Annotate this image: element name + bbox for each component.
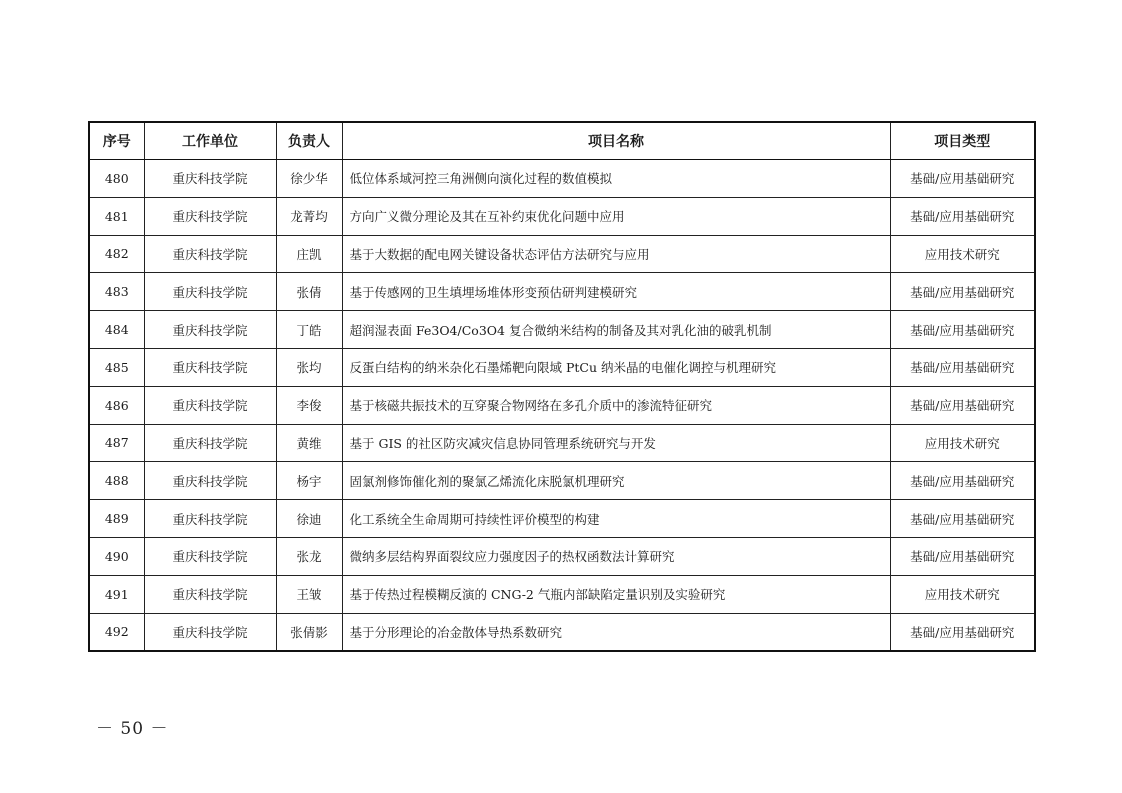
header-row xyxy=(89,122,1035,160)
table-row xyxy=(89,424,1035,462)
cell-leader: 龙菁均 xyxy=(276,197,342,235)
cell-project-type: 基础/应用基础研究 xyxy=(890,160,1035,198)
cell-project-type: 基础/应用基础研究 xyxy=(890,462,1035,500)
cell-unit: 重庆科技学院 xyxy=(144,424,276,462)
cell-project-name: 化工系统全生命周期可持续性评价模型的构建 xyxy=(342,500,890,538)
cell-project-name: 微纳多层结构界面裂纹应力强度因子的热权函数法计算研究 xyxy=(342,537,890,575)
table-row xyxy=(89,235,1035,273)
header-index: 序号 xyxy=(89,122,144,160)
cell-leader: 丁皓 xyxy=(276,311,342,349)
cell-project-type: 基础/应用基础研究 xyxy=(890,348,1035,386)
table-header xyxy=(89,122,1035,160)
cell-project-type: 应用技术研究 xyxy=(890,575,1035,613)
cell-index: 491 xyxy=(89,575,144,613)
cell-project-type: 应用技术研究 xyxy=(890,424,1035,462)
table-row xyxy=(89,575,1035,613)
table-row xyxy=(89,311,1035,349)
cell-leader: 李俊 xyxy=(276,386,342,424)
cell-leader: 张龙 xyxy=(276,537,342,575)
cell-leader: 庄凯 xyxy=(276,235,342,273)
cell-leader: 黄维 xyxy=(276,424,342,462)
table-row xyxy=(89,273,1035,311)
cell-index: 486 xyxy=(89,386,144,424)
project-table xyxy=(88,121,1036,652)
cell-unit: 重庆科技学院 xyxy=(144,235,276,273)
cell-project-name: 基于传热过程模糊反演的 CNG-2 气瓶内部缺陷定量识别及实验研究 xyxy=(342,575,890,613)
cell-index: 481 xyxy=(89,197,144,235)
cell-index: 487 xyxy=(89,424,144,462)
header-project-name: 项目名称 xyxy=(342,122,890,160)
cell-index: 490 xyxy=(89,537,144,575)
cell-project-name: 基于大数据的配电网关键设备状态评估方法研究与应用 xyxy=(342,235,890,273)
cell-project-name: 固氯剂修饰催化剂的聚氯乙烯流化床脱氯机理研究 xyxy=(342,462,890,500)
cell-unit: 重庆科技学院 xyxy=(144,311,276,349)
cell-index: 483 xyxy=(89,273,144,311)
cell-project-type: 应用技术研究 xyxy=(890,235,1035,273)
table-row xyxy=(89,500,1035,538)
cell-unit: 重庆科技学院 xyxy=(144,160,276,198)
cell-project-name: 基于分形理论的冶金散体导热系数研究 xyxy=(342,613,890,651)
header-unit: 工作单位 xyxy=(144,122,276,160)
table-row xyxy=(89,348,1035,386)
cell-unit: 重庆科技学院 xyxy=(144,613,276,651)
cell-project-type: 基础/应用基础研究 xyxy=(890,197,1035,235)
cell-unit: 重庆科技学院 xyxy=(144,197,276,235)
cell-index: 480 xyxy=(89,160,144,198)
table-row xyxy=(89,462,1035,500)
cell-leader: 张均 xyxy=(276,348,342,386)
cell-index: 482 xyxy=(89,235,144,273)
cell-project-type: 基础/应用基础研究 xyxy=(890,386,1035,424)
cell-project-type: 基础/应用基础研究 xyxy=(890,537,1035,575)
cell-project-name: 方向广义微分理论及其在互补约束优化问题中应用 xyxy=(342,197,890,235)
cell-unit: 重庆科技学院 xyxy=(144,348,276,386)
table-row xyxy=(89,613,1035,651)
cell-project-name: 低位体系域河控三角洲侧向演化过程的数值模拟 xyxy=(342,160,890,198)
cell-project-name: 基于传感网的卫生填埋场堆体形变预估研判建模研究 xyxy=(342,273,890,311)
cell-index: 488 xyxy=(89,462,144,500)
cell-project-type: 基础/应用基础研究 xyxy=(890,311,1035,349)
cell-leader: 王皱 xyxy=(276,575,342,613)
cell-unit: 重庆科技学院 xyxy=(144,386,276,424)
cell-leader: 徐迪 xyxy=(276,500,342,538)
cell-index: 492 xyxy=(89,613,144,651)
cell-project-name: 反蛋白结构的纳米杂化石墨烯靶向限域 PtCu 纳米晶的电催化调控与机理研究 xyxy=(342,348,890,386)
cell-index: 489 xyxy=(89,500,144,538)
cell-project-type: 基础/应用基础研究 xyxy=(890,273,1035,311)
header-leader: 负责人 xyxy=(276,122,342,160)
cell-project-name: 基于 GIS 的社区防灾减灾信息协同管理系统研究与开发 xyxy=(342,424,890,462)
table-row xyxy=(89,160,1035,198)
header-project-type: 项目类型 xyxy=(890,122,1035,160)
cell-unit: 重庆科技学院 xyxy=(144,500,276,538)
cell-unit: 重庆科技学院 xyxy=(144,537,276,575)
cell-project-name: 超润湿表面 Fe3O4/Co3O4 复合微纳米结构的制备及其对乳化油的破乳机制 xyxy=(342,311,890,349)
cell-project-type: 基础/应用基础研究 xyxy=(890,500,1035,538)
table-row xyxy=(89,197,1035,235)
cell-leader: 张倩 xyxy=(276,273,342,311)
cell-unit: 重庆科技学院 xyxy=(144,273,276,311)
table-row xyxy=(89,386,1035,424)
cell-unit: 重庆科技学院 xyxy=(144,462,276,500)
cell-index: 485 xyxy=(89,348,144,386)
cell-leader: 张倩影 xyxy=(276,613,342,651)
cell-unit: 重庆科技学院 xyxy=(144,575,276,613)
page-number: － 50 － xyxy=(96,719,169,739)
cell-leader: 杨宇 xyxy=(276,462,342,500)
table-row xyxy=(89,537,1035,575)
cell-index: 484 xyxy=(89,311,144,349)
table-body xyxy=(89,160,1035,652)
cell-leader: 徐少华 xyxy=(276,160,342,198)
cell-project-name: 基于核磁共振技术的互穿聚合物网络在多孔介质中的渗流特征研究 xyxy=(342,386,890,424)
cell-project-type: 基础/应用基础研究 xyxy=(890,613,1035,651)
